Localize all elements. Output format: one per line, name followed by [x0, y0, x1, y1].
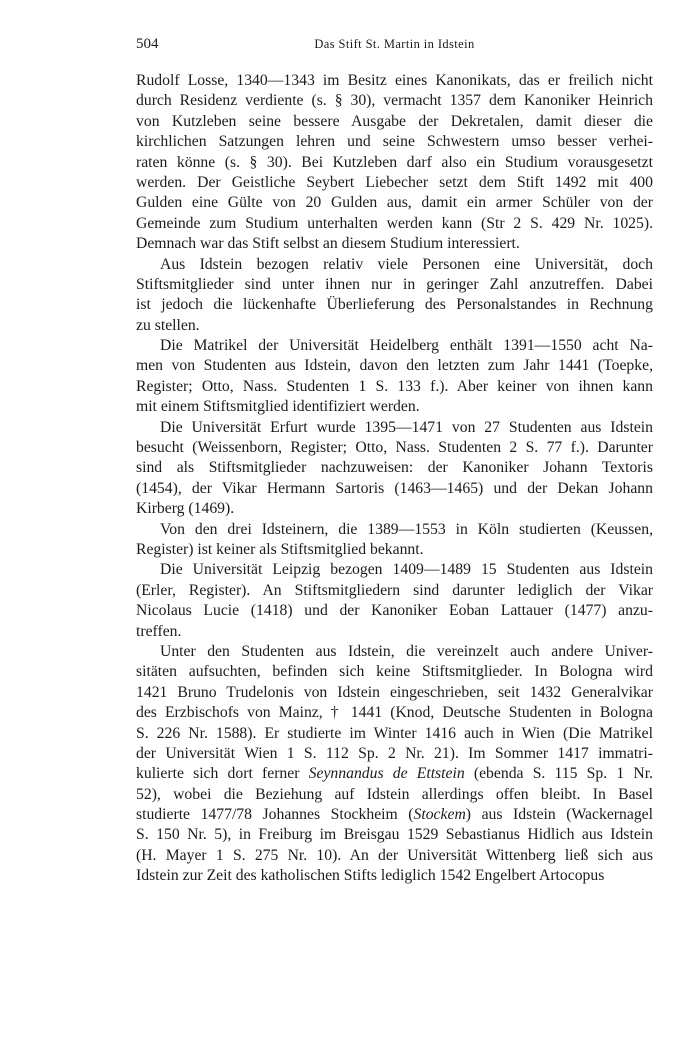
- text-line: Von den drei Idsteinern, die 1389—1553 in Köln studierten (Keussen,: [160, 520, 653, 538]
- text-line: S. 150 Nr. 5), in Freiburg im Breisgau 1529 Sebastianus Hidlich aus Idstein: [136, 826, 653, 844]
- text-line: Die Universität Erfurt wurde 1395—1471 von 27 Studenten aus Idstein: [160, 418, 653, 436]
- text-line: Die Matrikel der Universität Heidelberg enthält 1391—1550 acht Na-: [160, 337, 653, 355]
- text-line: Idstein zur Zeit des katholischen Stifts lediglich 1542 Engelbert Artocopus: [136, 867, 605, 885]
- text-line: sind als Stiftsmitglieder nachzuweisen: der Kanoniker Johann Textoris: [136, 459, 653, 477]
- text-line: besucht (Weissenborn, Register; Otto, Nass. Studenten 2 S. 77 f.). Darunter: [136, 439, 653, 457]
- text-line: Unter den Studenten aus Idstein, die vereinzelt auch andere Univer-: [160, 642, 653, 660]
- text-line: men von Studenten aus Idstein, davon den letzten zum Jahr 1441 (Toepke,: [136, 357, 653, 375]
- text-line: Register; Otto, Nass. Studenten 1 S. 133 f.). Aber keiner von ihnen kann: [136, 377, 653, 395]
- text-line: Kirberg (1469).: [136, 500, 235, 518]
- text-line: sitäten aufsuchten, befinden sich keine Stiftsmitglieder. In Bologna wird: [136, 663, 653, 681]
- text-line: ist jedoch die lückenhafte Überlieferung des Personalstandes in Rechnung: [136, 296, 653, 314]
- italic-name: Seynnandus de Ettstein: [308, 765, 465, 783]
- text-line: Gemeinde zum Studium unterhalten werden kann (Str 2 S. 429 Nr. 1025).: [136, 214, 653, 232]
- text-line: Aus Idstein bezogen relativ viele Personen eine Universität, doch: [160, 255, 653, 273]
- text-line: 1421 Bruno Trudelonis von Idstein eingeschrieben, seit 1432 Generalvikar: [136, 683, 653, 701]
- text-line: S. 226 Nr. 1588). Er studierte im Winter 1416 auch in Wien (Die Matrikel: [136, 724, 653, 742]
- text-line: zu stellen.: [136, 316, 200, 334]
- text-line: Stiftsmitglieder sind unter ihnen nur in geringer Zahl anzutreffen. Dabei: [136, 275, 653, 293]
- running-title: Das Stift St. Martin in Idstein: [314, 37, 475, 51]
- text-run: studierte 1477/78 Johannes Stockheim (: [136, 806, 414, 824]
- text-line: (Erler, Register). An Stiftsmitgliedern sind darunter lediglich der Vikar: [136, 581, 653, 599]
- text-line: Demnach war das Stift selbst an diesem Studium interessiert.: [136, 235, 520, 253]
- text-line: mit einem Stiftsmitglied identifiziert werden.: [136, 398, 420, 416]
- text-line: Register) ist keiner als Stiftsmitglied bekannt.: [136, 540, 424, 558]
- text-line: (H. Mayer 1 S. 275 Nr. 10). An der Universität Wittenberg ließ sich aus: [136, 846, 653, 864]
- text-run: kulierte sich dort ferner: [136, 765, 309, 783]
- text-line: werden. Der Geistliche Seybert Liebecher setzt dem Stift 1492 mit 400: [136, 173, 653, 191]
- text-line: Gulden eine Gülte von 20 Gulden aus, damit ein armer Schüler von der: [136, 194, 653, 212]
- text-line: 52), wobei die Beziehung auf Idstein allerdings offen bleibt. In Basel: [136, 785, 653, 803]
- text-line: kirchlichen Satzungen lehren und seine Schwestern umso besser verhei-: [136, 133, 653, 151]
- page-number: 504: [136, 36, 159, 52]
- text-run: (ebenda S. 115 Sp. 1 Nr.: [464, 765, 653, 783]
- text-line: treffen.: [136, 622, 182, 640]
- text-line: (1454), der Vikar Hermann Sartoris (1463—1465) und der Dekan Johann: [136, 479, 653, 497]
- text-line: durch Residenz verdiente (s. § 30), vermacht 1357 dem Kanoniker Heinrich: [136, 92, 653, 110]
- running-header: [136, 36, 653, 56]
- text-line: [136, 764, 653, 784]
- text-line: [136, 805, 653, 825]
- italic-name: Stockem: [413, 806, 466, 824]
- text-line: raten könne (s. § 30). Bei Kutzleben darf also ein Studium vorausgesetzt: [136, 153, 653, 171]
- text-line: Rudolf Losse, 1340—1343 im Besitz eines Kanonikats, das er freilich nicht: [136, 72, 653, 89]
- text-line: der Universität Wien 1 S. 112 Sp. 2 Nr. 21). Im Sommer 1417 immatri-: [136, 744, 653, 762]
- text-line: des Erzbischofs von Mainz, † 1441 (Knod, Deutsche Studenten in Bologna: [136, 704, 653, 722]
- text-line: Nicolaus Lucie (1418) und der Kanoniker Eoban Lattauer (1477) anzu-: [136, 602, 653, 620]
- text-line: von Kutzleben seine bessere Ausgabe der Dekretalen, damit dieser die: [136, 112, 653, 130]
- body-text: [136, 71, 653, 887]
- text-line: Die Universität Leipzig bezogen 1409—1489 15 Studenten aus Idstein: [160, 561, 653, 579]
- text-run: ) aus Idstein (Wackernagel: [465, 806, 653, 824]
